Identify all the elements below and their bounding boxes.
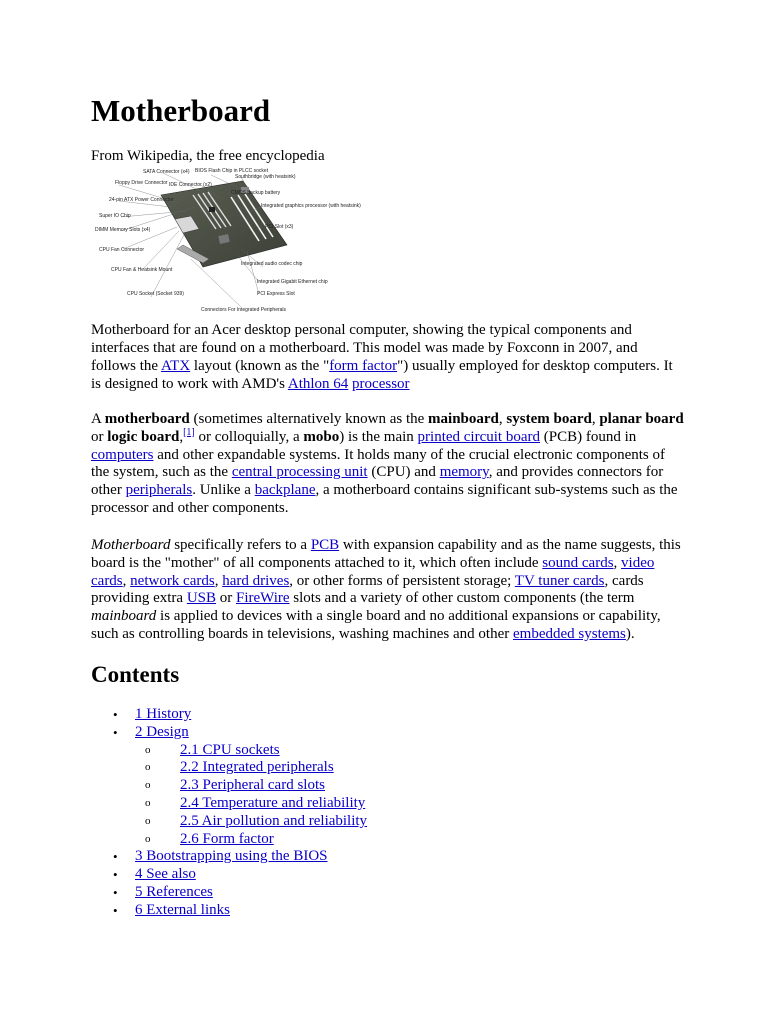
bullet-icon: • [113, 867, 118, 883]
link-athlon-64[interactable]: Athlon 64 [287, 376, 349, 392]
link-sound-cards[interactable]: sound cards [542, 554, 614, 571]
toc-link-air-pollution[interactable]: 2.5 Air pollution and reliability [180, 812, 368, 829]
toc-link-see-also[interactable]: 4 See also [135, 866, 196, 883]
callout-label: CPU Socket (Socket 939) [127, 291, 184, 297]
link-backplane[interactable]: backplane [254, 482, 316, 499]
page-title: Motherboard [91, 93, 271, 128]
callout-label: BIOS Flash Chip in PLCC socket [195, 168, 269, 174]
link-tv-tuner-cards[interactable]: TV tuner cards [514, 572, 605, 589]
link-usb[interactable]: USB [186, 590, 216, 607]
callout-label: Integrated audio codec chip [241, 261, 303, 267]
link-cpu[interactable]: central processing unit [231, 464, 368, 481]
toc-subitem [91, 759, 511, 777]
motherboard-image[interactable] [91, 167, 361, 317]
toc-link-bootstrapping[interactable]: 3 Bootstrapping using the BIOS [135, 848, 328, 865]
toc-item [91, 866, 511, 884]
toc-item [91, 884, 511, 902]
bullet-icon: • [113, 707, 118, 722]
callout-label: IDE Connector (x2) [169, 182, 212, 188]
link-hard-drives[interactable]: hard drives [222, 572, 290, 589]
toc-link-integrated-peripherals[interactable]: 2.2 Integrated peripherals [180, 759, 334, 776]
callout-label: CPU Fan & Heatsink Mount [111, 267, 173, 273]
toc-subitem [91, 831, 511, 849]
bullet-icon: • [113, 884, 118, 900]
bullet-icon: • [113, 902, 118, 918]
link-memory[interactable]: memory [439, 464, 489, 481]
circle-bullet-icon: o [145, 796, 151, 809]
link-printed-circuit-board[interactable]: printed circuit board [417, 428, 540, 445]
toc-item [91, 706, 511, 724]
toc-item [91, 848, 511, 866]
toc-link-history[interactable]: 1 History [135, 706, 192, 722]
link-processor[interactable]: processor [352, 376, 410, 392]
link-atx[interactable]: ATX [161, 358, 191, 374]
link-video-cards[interactable]: video cards [91, 554, 655, 589]
toc-item [91, 902, 511, 920]
link-pcb[interactable]: PCB [310, 537, 340, 553]
circle-bullet-icon: o [145, 743, 151, 756]
callout-label: 24-pin ATX Power Connector [109, 197, 174, 203]
toc-subitem [91, 795, 511, 813]
bullet-icon: • [113, 849, 118, 865]
link-network-cards[interactable]: network cards [130, 572, 215, 589]
toc-link-form-factor[interactable]: 2.6 Form factor [180, 830, 274, 847]
intro-paragraph: A motherboard (sometimes alternatively known as the mainboard, system board, planar board or logic board,[1] or colloquially, a mobo) is the main printed circuit board (PCB) found in computers and other expandable systems. It holds many of the crucial electronic components of the system, such as the central processing unit (CPU) and memory, and provides connectors for other peripherals. Unlike a backplane, a motherboard contains significant sub-systems such as the processor and other components. [91, 411, 684, 516]
toc-link-external-links[interactable]: 6 External links [135, 901, 230, 918]
reference-link[interactable]: [1] [183, 426, 195, 438]
callout-label: PCI Express Slot [257, 291, 295, 297]
toc-link-design[interactable]: 2 Design [135, 723, 189, 740]
toc-link-cpu-sockets[interactable]: 2.1 CPU sockets [180, 741, 280, 758]
link-form-factor[interactable]: form factor [329, 358, 398, 374]
callout-label: CPU Fan Connector [99, 247, 145, 253]
bullet-icon: • [113, 724, 118, 740]
circle-bullet-icon: o [145, 779, 151, 792]
callout-label: CMOS backup battery [231, 190, 281, 196]
callout-label: Floppy Drive Connector [115, 180, 168, 186]
circle-bullet-icon: o [145, 761, 151, 774]
toc-link-references[interactable]: 5 References [135, 883, 213, 900]
callout-label: SATA Connector (x4) [143, 169, 190, 175]
link-firewire[interactable]: FireWire [236, 590, 290, 607]
toc-subitem [91, 777, 511, 795]
callout-label: Super IO Chip [99, 213, 131, 219]
toc-item [91, 724, 511, 742]
circle-bullet-icon: o [145, 814, 151, 827]
callout-label: Connectors For Integrated Peripherals [201, 307, 287, 313]
callout-label: PCI Slot (x3) [265, 224, 294, 230]
table-of-contents [91, 706, 511, 920]
link-peripherals[interactable]: peripherals [125, 482, 193, 499]
circle-bullet-icon: o [145, 832, 151, 845]
image-caption: Motherboard for an Acer desktop personal computer, showing the typical components and interfaces that are found on a motherboard. This model was made by Foxconn in 2007, and follows the ATX layout (known as the "form factor") usually employed for desktop computers. It is designed to work with AMD's Athlon 64 processor [91, 322, 673, 392]
link-computers[interactable]: computers [91, 446, 154, 463]
link-embedded-systems[interactable]: embedded systems [513, 625, 626, 642]
callout-label: Integrated Gigabit Ethernet chip [257, 279, 328, 285]
callout-label: Southbridge (with heatsink) [235, 174, 296, 180]
contents-heading: Contents [91, 662, 180, 687]
callout-label: Integrated graphics processor (with heatsink) [261, 203, 361, 209]
tagline: From Wikipedia, the free encyclopedia [91, 148, 325, 164]
toc-link-temperature-reliability[interactable]: 2.4 Temperature and reliability [180, 794, 366, 811]
toc-subitem [91, 813, 511, 831]
toc-link-peripheral-card-slots[interactable]: 2.3 Peripheral card slots [180, 777, 325, 794]
body-paragraph: Motherboard specifically refers to a PCB with expansion capability and as the name suggests, this board is the "mother" of all components attached to it, which often include sound cards, video cards, network cards, hard drives, or other forms of persistent storage; TV tuner cards, cards providing extra USB or FireWire slots and a variety of other custom components (the term mainboard is applied to devices with a single board and no additional expansions or capability, such as controlling boards in televisions, washing machines and other embedded systems). [91, 537, 681, 642]
toc-subitem [91, 742, 511, 760]
callout-label: DIMM Memory Slots (x4) [95, 227, 151, 233]
